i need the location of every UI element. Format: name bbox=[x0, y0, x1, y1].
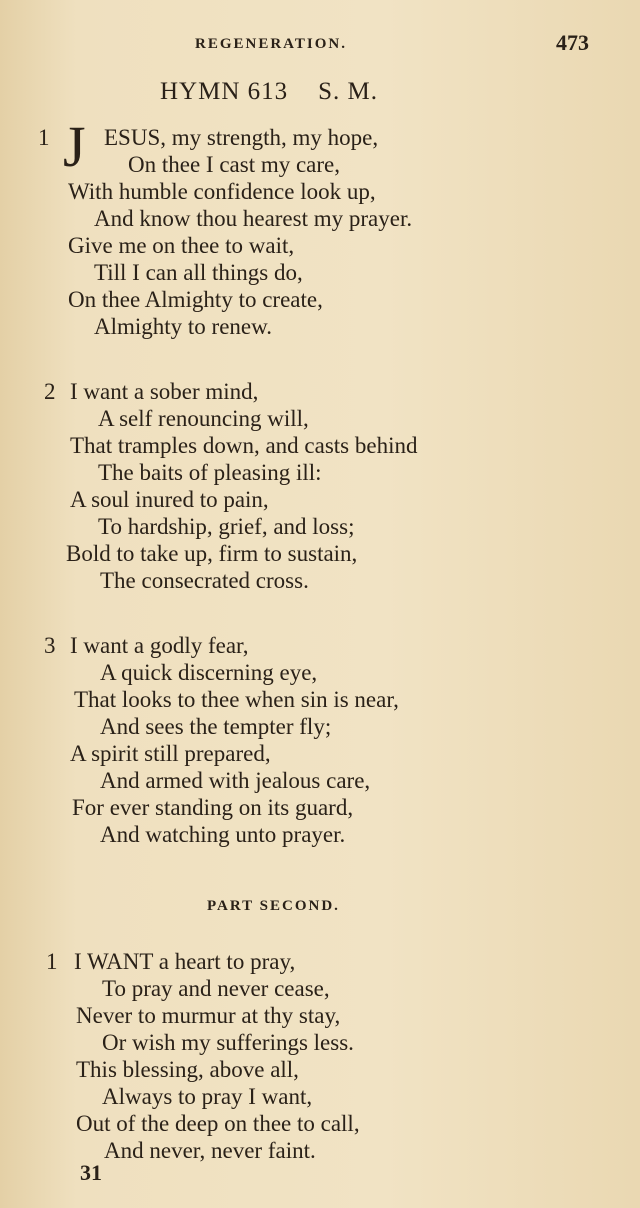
hymn-meter: S. M. bbox=[318, 78, 379, 105]
verse-line: For ever standing on its guard, bbox=[72, 795, 354, 820]
stanza-number: 1 bbox=[38, 125, 50, 150]
page-number: 473 bbox=[556, 30, 589, 55]
verse-line: I want a sober mind, bbox=[70, 379, 259, 404]
signature-mark: 31 bbox=[80, 1160, 102, 1185]
verse-line: With humble confidence look up, bbox=[68, 179, 376, 204]
verse-line: The consecrated cross. bbox=[100, 568, 309, 593]
verse-line: And watching unto prayer. bbox=[100, 822, 346, 847]
stanza-number: 2 bbox=[44, 379, 56, 404]
drop-cap: J bbox=[63, 114, 86, 179]
verse-line: I want a godly fear, bbox=[70, 633, 249, 658]
verse-line: That tramples down, and casts behind bbox=[70, 433, 418, 458]
verse-line: On thee I cast my care, bbox=[128, 152, 341, 177]
verse-line: And know thou hearest my prayer. bbox=[94, 206, 413, 231]
verse-line: And armed with jealous care, bbox=[100, 768, 371, 793]
stanza-number: 3 bbox=[44, 633, 56, 658]
verse-line: Give me on thee to wait, bbox=[68, 233, 295, 258]
verse-line: Always to pray I want, bbox=[102, 1084, 313, 1109]
verse-line: To hardship, grief, and loss; bbox=[98, 514, 355, 539]
stanza-number: 1 bbox=[46, 949, 58, 974]
verse-line: And sees the tempter fly; bbox=[100, 714, 332, 739]
verse-line: A spirit still prepared, bbox=[70, 741, 271, 766]
verse-line: That looks to thee when sin is near, bbox=[74, 687, 399, 712]
verse-line: A soul inured to pain, bbox=[70, 487, 269, 512]
verse-line: Almighty to renew. bbox=[94, 314, 273, 339]
verse-line: This blessing, above all, bbox=[76, 1057, 299, 1082]
verse-line: Never to murmur at thy stay, bbox=[76, 1003, 341, 1028]
verse-line: Or wish my sufferings less. bbox=[102, 1030, 354, 1055]
verse-line: To pray and never cease, bbox=[102, 976, 330, 1001]
verse-line: I WANT a heart to pray, bbox=[74, 949, 296, 974]
verse-line: Out of the deep on thee to call, bbox=[76, 1111, 360, 1136]
hymn-number: HYMN 613 bbox=[160, 78, 289, 105]
verse-line: And never, never faint. bbox=[104, 1138, 316, 1163]
verse-line: The baits of pleasing ill: bbox=[98, 460, 322, 485]
hymn-title bbox=[160, 78, 378, 106]
verse-line: Bold to take up, firm to sustain, bbox=[66, 541, 358, 566]
verse-line: On thee Almighty to create, bbox=[68, 287, 323, 312]
verse-line: A quick discerning eye, bbox=[100, 660, 318, 685]
verse-line: ESUS, my strength, my hope, bbox=[104, 125, 379, 150]
section-heading: PART SECOND. bbox=[207, 898, 340, 914]
running-head: REGENERATION. bbox=[195, 36, 347, 52]
verse-line: A self renouncing will, bbox=[98, 406, 309, 431]
verse-line: Till I can all things do, bbox=[94, 260, 303, 285]
